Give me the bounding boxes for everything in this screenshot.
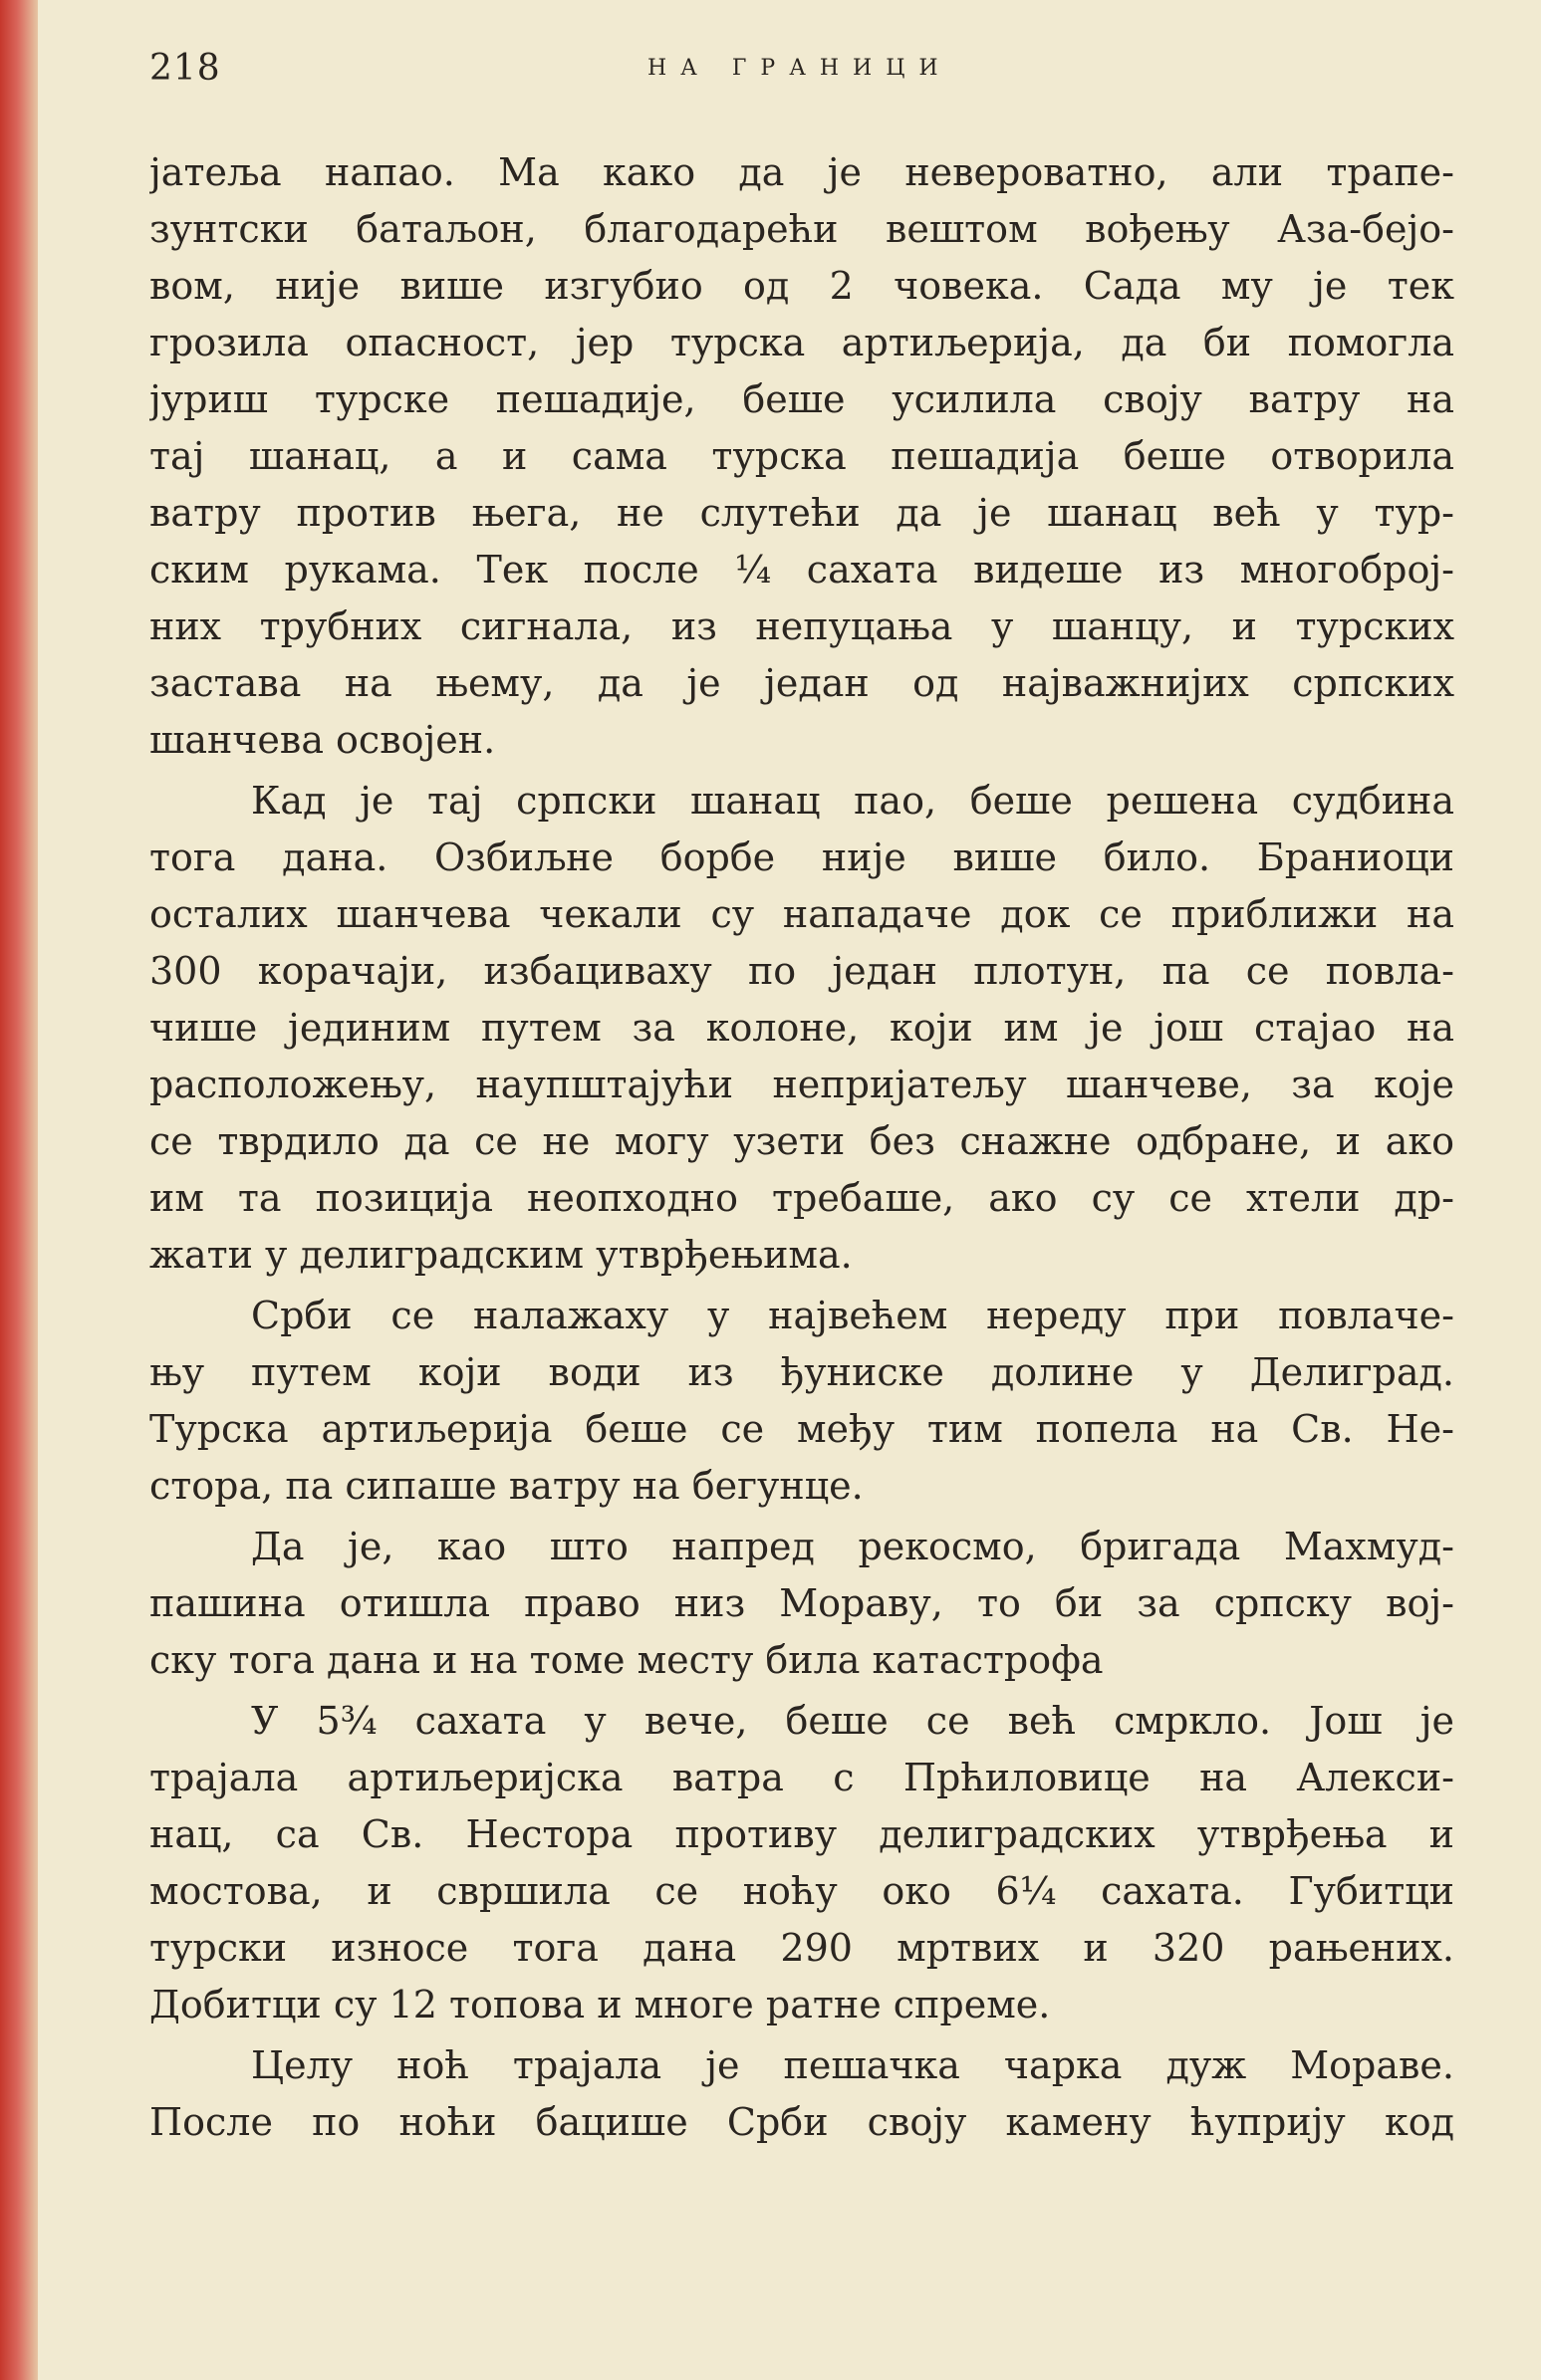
page-number: 218 [149, 48, 221, 89]
text-line: њу путем који води из ђуниске долине у Делиград. [149, 1350, 1454, 1394]
paragraph [149, 1693, 1454, 2033]
body-text [149, 144, 1454, 2151]
text-line: се тврдило да се не могу узети без снажне одбране, и ако [149, 1119, 1454, 1163]
text-line: тога дана. Озбиљне борбе није више било. Браниоци [149, 835, 1454, 879]
text-line: У 5¾ сахата у вече, беше се већ смркло. Још је [251, 1699, 1454, 1743]
text-line: 300 корачаји, избациваху по један плотун, па се повла- [149, 949, 1454, 993]
paragraph [149, 144, 1454, 769]
text-line: ским рукама. Тек после ¼ сахата видеше из многоброј- [149, 548, 1454, 592]
text-line: грозила опасност, јер турска артиљерија, да би помогла [149, 321, 1454, 364]
running-title: НА ГРАНИЦИ [647, 56, 952, 81]
text-line: После по ноћи бацише Срби своју камену ћуприју код [149, 2100, 1454, 2144]
text-line: мостова, и свршила се ноћу око 6¼ сахата. Губитци [149, 1869, 1454, 1913]
page-edge [0, 0, 38, 2380]
text-line: жати у делиградским утврђењима. [149, 1233, 853, 1277]
text-line: ску тога дана и на томе месту била катастрофа [149, 1638, 1104, 1682]
paragraph [149, 2037, 1454, 2151]
text-line: јатеља напао. Ма како да је невероватно, али трапе- [149, 150, 1454, 194]
text-line: вом, није више изгубио од 2 човека. Сада му је тек [149, 264, 1454, 308]
text-line: Срби се налажаху у највећем нереду при повлаче- [251, 1294, 1454, 1337]
text-line: шанчева освојен. [149, 718, 496, 762]
paragraph [149, 773, 1454, 1284]
text-line: турски износе тога дана 290 мртвих и 320 рањених. [149, 1926, 1454, 1970]
text-line: тај шанац, а и сама турска пешадија беше отворила [149, 434, 1454, 478]
text-line: нац, са Св. Нестора противу делиградских утврђења и [149, 1812, 1454, 1856]
text-line: Кад је тај српски шанац пао, беше решена судбина [251, 779, 1454, 823]
text-line: им та позиција неопходно требаше, ако су се хтели др- [149, 1176, 1454, 1220]
text-line: пашина отишла право низ Мораву, то би за српску вој- [149, 1581, 1454, 1625]
text-line: застава на њему, да је један од најважнијих српских [149, 661, 1454, 705]
text-line: трајала артиљеријска ватра с Прћиловице на Алекси- [149, 1756, 1454, 1799]
text-line: Добитци су 12 топова и многе ратне спреме. [149, 1983, 1051, 2026]
text-line: Турска артиљерија беше се међу тим попела на Св. Не- [149, 1407, 1454, 1451]
text-line: зунтски батаљон, благодарећи вештом вођењу Аза-бејо- [149, 207, 1454, 251]
paragraph [149, 1288, 1454, 1515]
text-line: них трубних сигнала, из непуцања у шанцу, и турских [149, 604, 1454, 648]
paragraph [149, 1519, 1454, 1689]
page-header [149, 48, 1454, 108]
text-line: Целу ноћ трајала је пешачка чарка дуж Мораве. [251, 2043, 1454, 2087]
text-line: ватру против њега, не слутећи да је шанац већ у тур- [149, 491, 1454, 535]
text-line: расположењу, наупштајући непријатељу шанчеве, за које [149, 1063, 1454, 1106]
text-line: јуриш турске пешадије, беше усилила своју ватру на [149, 377, 1454, 421]
text-line: Да је, као што напред рекосмо, бригада Махмуд- [251, 1525, 1454, 1568]
text-line: чише јединим путем за колоне, који им је још стајао на [149, 1006, 1454, 1050]
text-line: стора, па сипаше ватру на бегунце. [149, 1464, 864, 1508]
text-line: осталих шанчева чекали су нападаче док се приближи на [149, 892, 1454, 936]
